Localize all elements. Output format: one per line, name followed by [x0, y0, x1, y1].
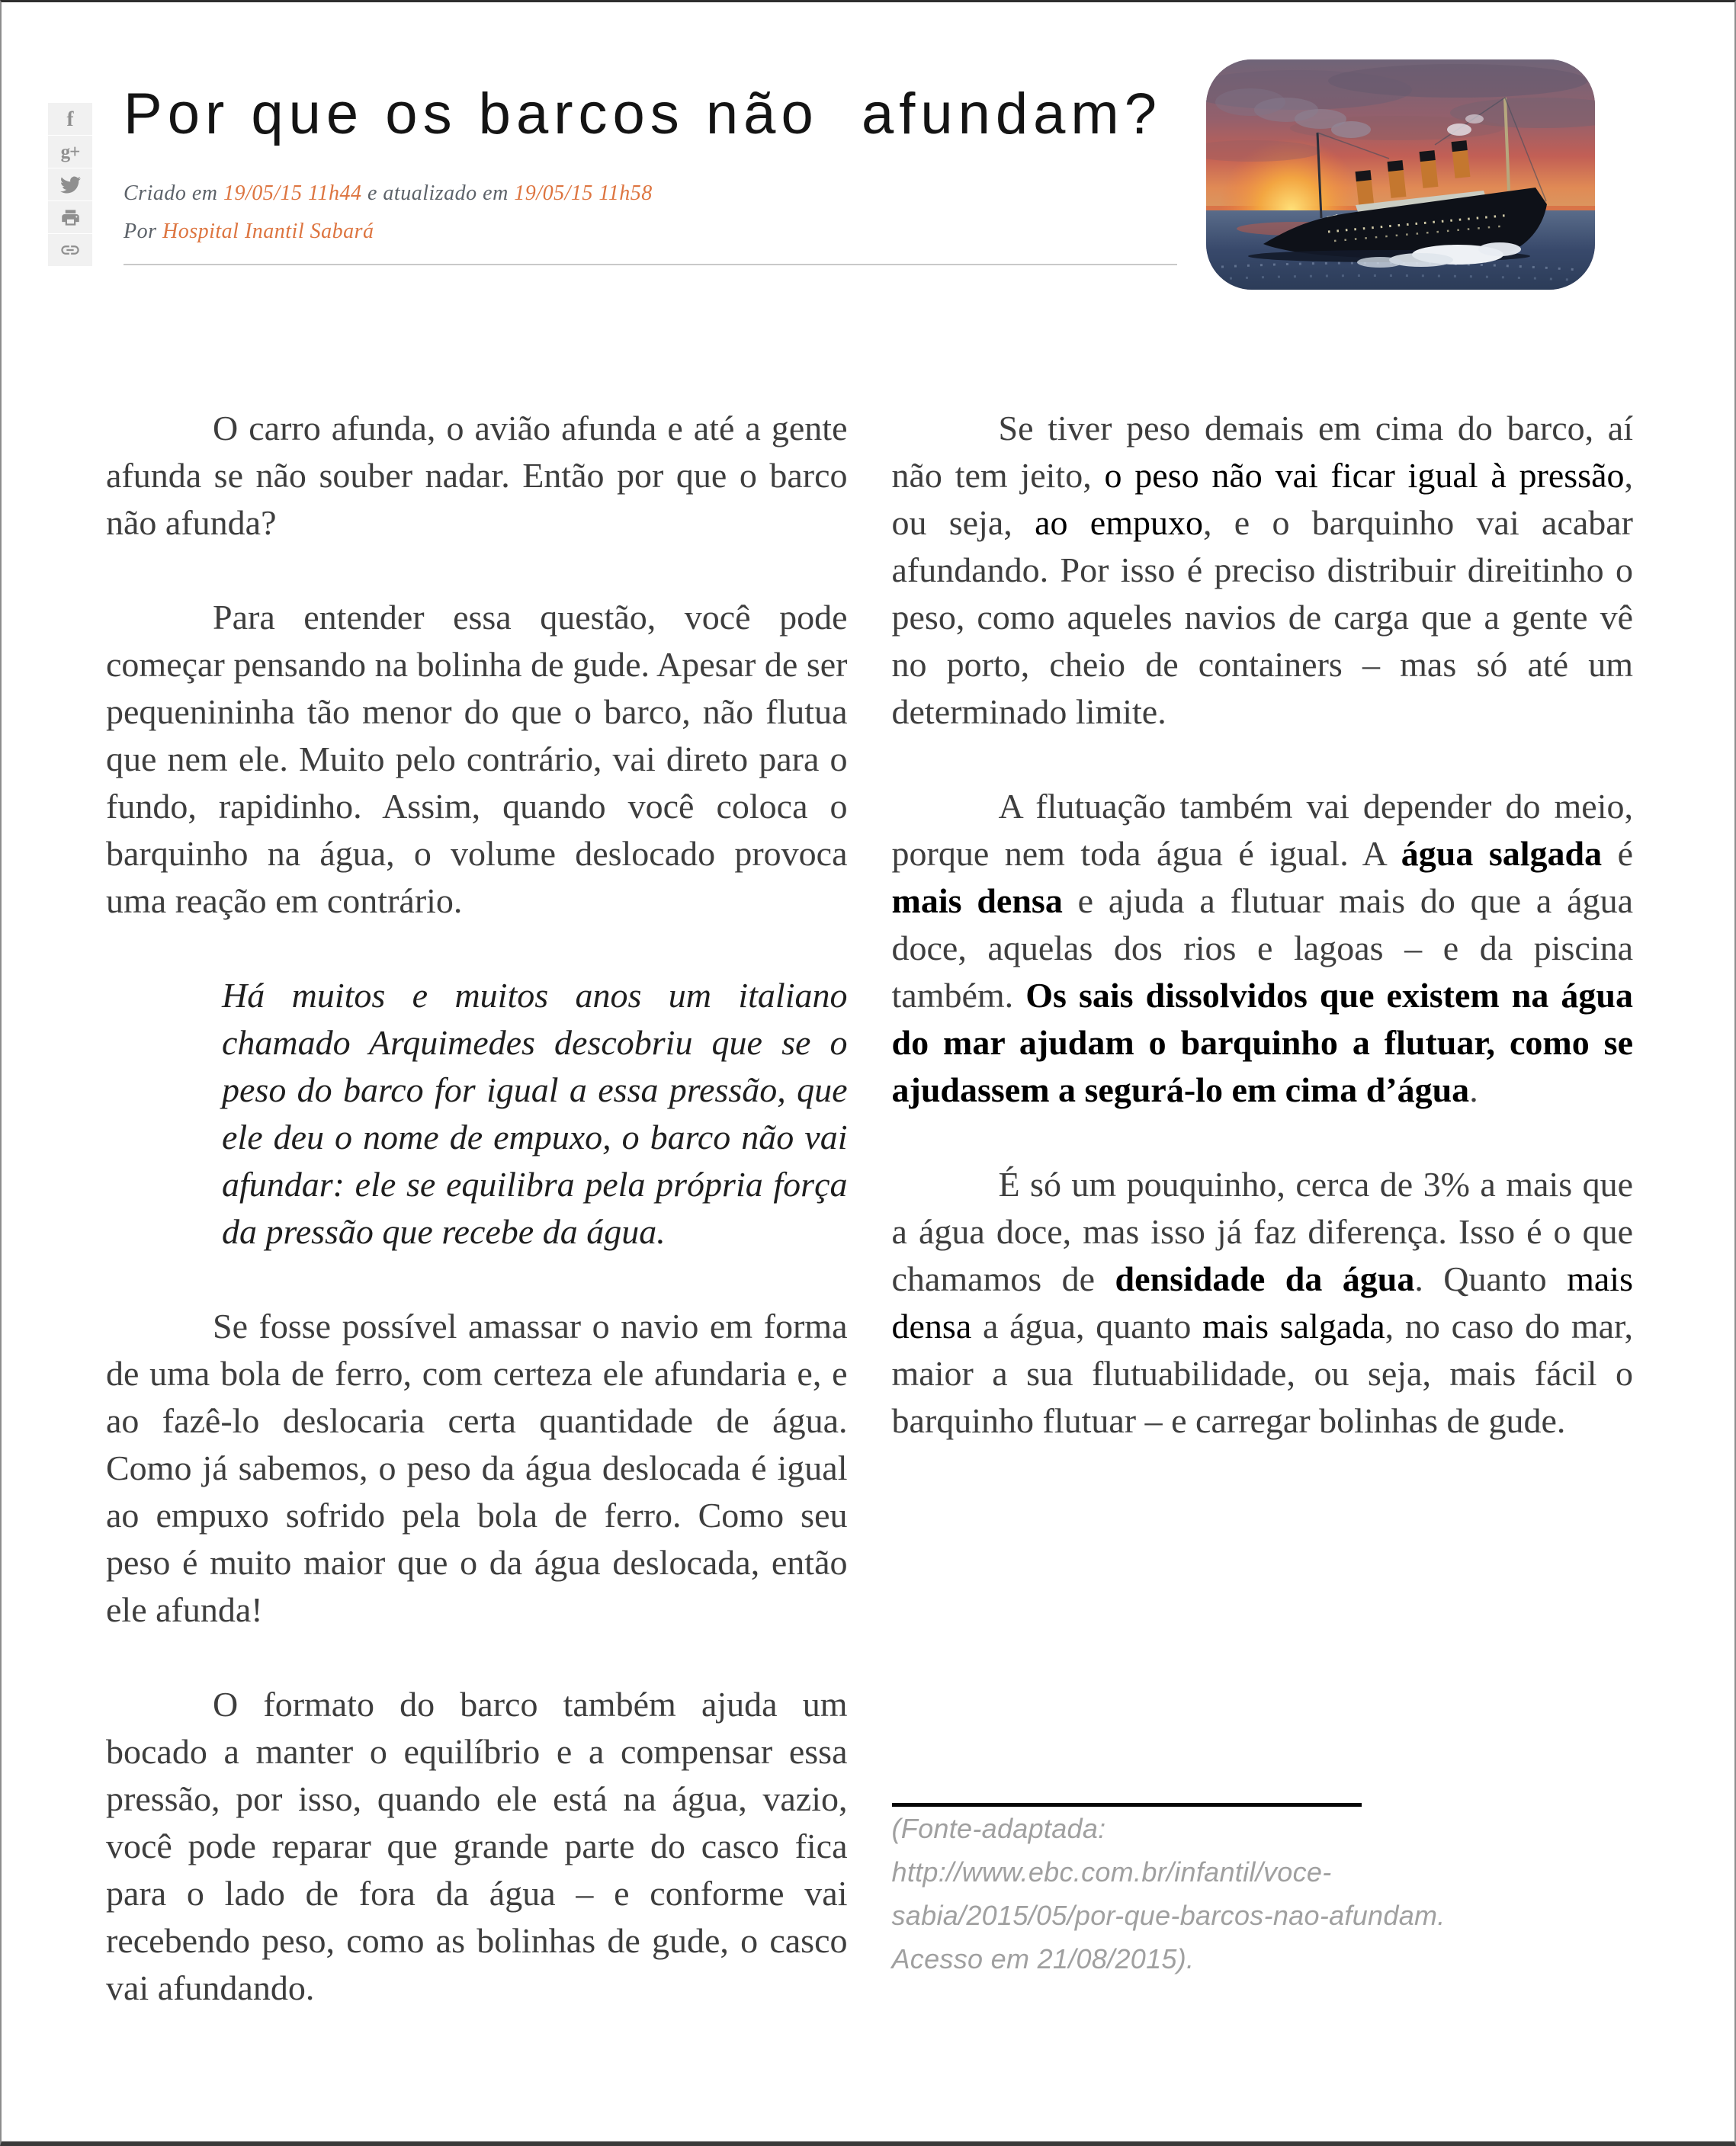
article-header — [124, 77, 1183, 265]
updated-date-link[interactable]: 19/05/15 11h58 — [514, 181, 653, 205]
created-label: Criado em — [124, 181, 223, 205]
left-column — [106, 405, 848, 2059]
paragraph-formato-barco: O formato do barco também ajuda um bocado a manter o equilíbrio e a compensar essa pressão, por isso, quando ele está na água, vazio, você pode reparar que grande parte do casco fica para o lado de fora da água – e conforme vai recebendo peso, como as bolinhas de gude, o casco vai afundando. — [106, 1685, 848, 2007]
byline-label: Por — [124, 219, 162, 243]
facebook-icon: f — [66, 107, 74, 130]
ship-illustration — [1206, 59, 1595, 290]
paragraph-peso-demais: Se tiver peso demais em cima do barco, aí não tem jeito, o peso não vai ficar igual à pressão, ou seja, ao empuxo, e o barquinho vai acabar afundando. Por isso é preciso distribuir direitinho o peso, como aqueles navios de carga que a gente vê no porto, cheio de containers – mas só até um determinado limite. — [891, 409, 1633, 731]
print-button[interactable] — [48, 201, 92, 233]
twitter-icon — [60, 175, 81, 195]
link-icon — [59, 239, 81, 261]
article-dates — [124, 180, 1183, 207]
footnote-text: (Fonte-adaptada: http://www.ebc.com.br/infantil/voce-sabia/2015/05/por-que-barcos-nao-afundam. Acesso em 21/08/2015). — [891, 1813, 1446, 1974]
copy-link-button[interactable] — [48, 234, 92, 266]
paragraph-bola-ferro: Se fosse possível amassar o navio em forma de uma bola de ferro, com certeza ele afundaria e, e ao fazê-lo deslocaria certa quantidade de água. Como já sabemos, o peso da água deslocada é igual ao empuxo sofrido pela bola de ferro. Como seu peso é muito maior que o da água deslocada, então ele afunda! — [106, 1307, 848, 1629]
print-icon — [60, 207, 81, 228]
paragraph-intro: O carro afunda, o avião afunda e até a gente afunda se não souber nadar. Então por que o barco não afunda? — [106, 409, 848, 542]
article-body — [106, 405, 1633, 2059]
social-share-rail — [48, 103, 92, 266]
byline — [124, 218, 1183, 245]
right-column — [892, 405, 1634, 2059]
blockquote-arquimedes: Há muitos e muitos anos um italiano chamado Arquimedes descobriu que se o peso do barco for igual a essa pressão, que ele deu o nome de empuxo, o barco não vai afundar: ele se equilibra pela própria força da pressão que recebe da água. — [222, 976, 848, 1251]
google-plus-share-button[interactable] — [48, 136, 92, 168]
twitter-share-button[interactable] — [48, 168, 92, 200]
paragraph-densidade: É só um pouquinho, cerca de 3% a mais que a água doce, mas isso já faz diferença. Isso é o que chamamos de densidade da água. Quanto mais densa a água, quanto mais salgada, no caso do mar, maior a sua flutuabilidade, ou seja, mais fácil o barquinho flutuar – e carregar bolinhas de gude. — [891, 1165, 1633, 1440]
article-hero-image — [1206, 59, 1595, 290]
author-link[interactable]: Hospital Inantil Sabará — [162, 219, 374, 243]
paragraph-bolinha-gude: Para entender essa questão, você pode começar pensando na bolinha de gude. Apesar de ser pequenininha tão menor do que o barco, não flutua que nem ele. Muito pelo contrário, vai direto para o fundo, rapidinho. Assim, quando você coloca o barquinho na água, o volume deslocado provoca uma reação em contrário. — [106, 598, 848, 920]
google-plus-icon: g+ — [60, 141, 80, 162]
header-divider — [124, 264, 1177, 265]
facebook-share-button[interactable] — [48, 103, 92, 135]
page-title: Por que os barcos não afundam? — [124, 82, 1162, 146]
created-date-link[interactable]: 19/05/15 11h44 — [223, 181, 362, 205]
paragraph-agua-salgada: A flutuação também vai depender do meio, porque nem toda água é igual. A água salgada é mais densa e ajuda a flutuar mais do que a água doce, aquelas dos rios e lagoas – e da piscina também. Os sais dissolvidos que existem na água do mar ajudam o barquinho a flutuar, como se ajudassem a segurá-lo em cima d’água. — [891, 787, 1634, 1109]
source-footnote — [892, 1803, 1634, 1981]
updated-label: e atualizado em — [361, 181, 515, 205]
